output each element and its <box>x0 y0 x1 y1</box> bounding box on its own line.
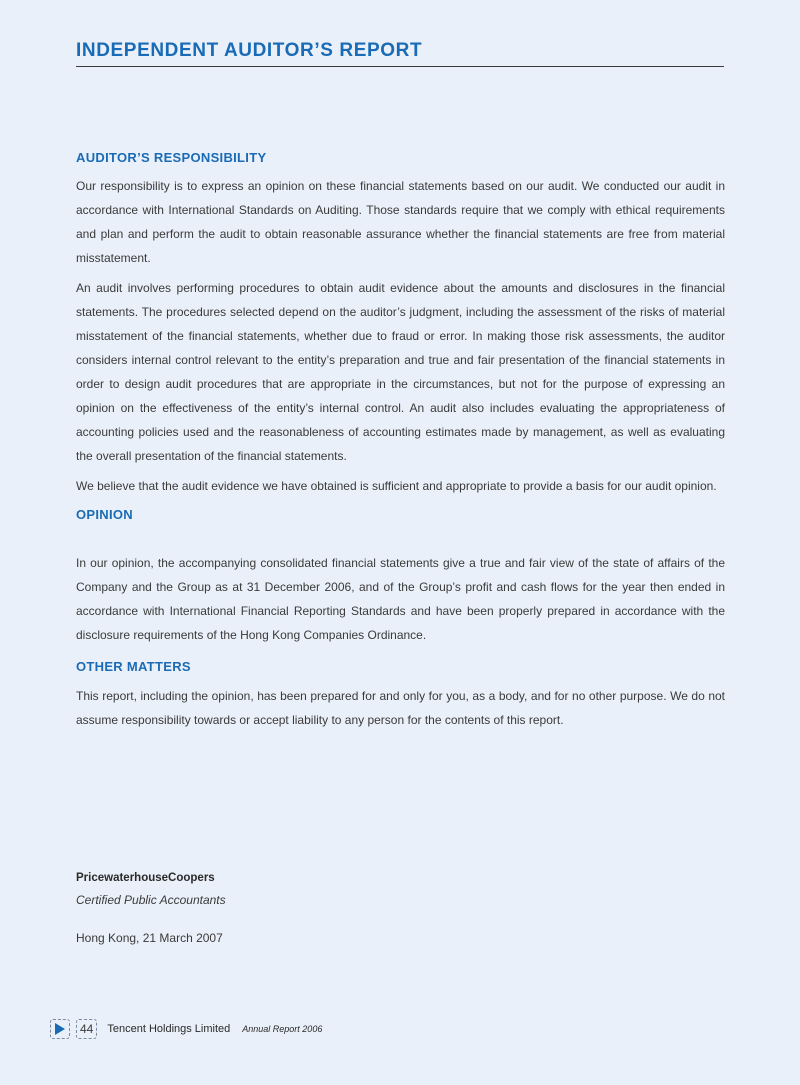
firm-designation: Certified Public Accountants <box>76 893 226 907</box>
section-heading-opinion: OPINION <box>76 507 133 522</box>
firm-name: PricewaterhouseCoopers <box>76 872 215 884</box>
page-title: INDEPENDENT AUDITOR’S REPORT <box>76 40 724 67</box>
signature-block <box>76 870 226 946</box>
report-title: Annual Report 2006 <box>242 1024 323 1034</box>
company-name: Tencent Holdings Limited <box>107 1023 231 1035</box>
report-body <box>76 150 725 732</box>
paragraph: We believe that the audit evidence we have obtained is sufficient and appropriate to provide a basis for our audit opinion. <box>76 479 717 493</box>
paragraph: Our responsibility is to express an opinion on these financial statements based on our audit. We conducted our audit in accordance with International Standards on Auditing. Those standards require that we comply with ethical requirements and plan and perform the audit to obtain reasonable assurance whether the financial statements are free from material misstatement. <box>76 179 725 265</box>
paragraph: In our opinion, the accompanying consolidated financial statements give a true and fair view of the state of affairs of the Company and the Group as at 31 December 2006, and of the Group’s profit and cash flows for the year then ended in accordance with International Financial Reporting Standards and have been properly prepared in accordance with the disclosure requirements of the Hong Kong Companies Ordinance. <box>76 556 725 642</box>
page-footer <box>50 1019 322 1039</box>
section-heading-auditors-responsibility: AUDITOR’S RESPONSIBILITY <box>76 150 267 165</box>
paragraph: An audit involves performing procedures to obtain audit evidence about the amounts and disclosures in the financial statements. The procedures selected depend on the auditor’s judgment, including the assessment of the risks of material misstatement of the financial statements, whether due to fraud or error. In making those risk assessments, the auditor considers internal control relevant to the entity’s preparation and true and fair presentation of the financial statements in order to design audit procedures that are appropriate in the circumstances, but not for the purpose of expressing an opinion on the effectiveness of the entity’s internal control. An audit also includes evaluating the appropriateness of accounting policies used and the reasonableness of accounting estimates made by management, as well as evaluating the overall presentation of the financial statements. <box>76 281 725 463</box>
play-arrow-icon <box>50 1019 70 1039</box>
section-heading-other-matters: OTHER MATTERS <box>76 659 191 674</box>
paragraph: This report, including the opinion, has been prepared for and only for you, as a body, and for no other purpose. We do not assume responsibility towards or accept liability to any person for the contents of this report. <box>76 689 725 727</box>
place-and-date: Hong Kong, 21 March 2007 <box>76 931 223 945</box>
page-number: 44 <box>76 1019 97 1039</box>
